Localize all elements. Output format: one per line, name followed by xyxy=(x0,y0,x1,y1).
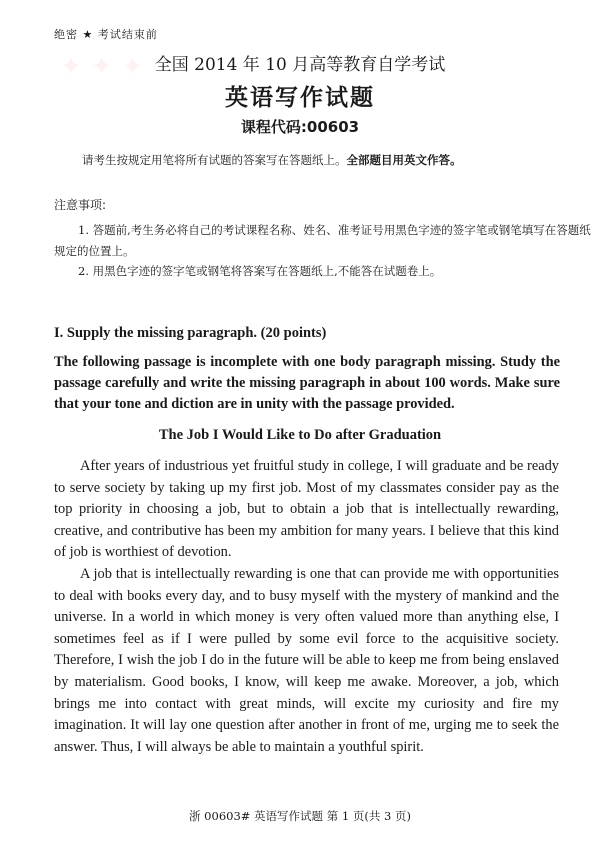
course-code: 课程代码:00603 xyxy=(240,118,360,136)
instruction-emphasis: 全部题目用英文作答。 xyxy=(346,153,462,167)
passage-body xyxy=(54,456,559,758)
passage-title: The Job I Would Like to Do after Graduation xyxy=(158,427,442,443)
section-heading: I. Supply the missing paragraph. (20 points) xyxy=(54,325,327,341)
watermark: ✦ ✦ ✦ xyxy=(60,52,144,82)
instruction-text: 请考生按规定用笔将所有试题的答案写在答题纸上。 xyxy=(82,153,347,167)
answer-instruction xyxy=(82,152,582,168)
confidential-label: 绝密 ★ 考试结束前 xyxy=(54,28,158,41)
passage-paragraph: After years of industrious yet fruitful study in college, I will graduate and be ready to serve society by taking up my first job. Most of my classmates consider pay as the top priority in choosing a job, but to obtain a job that is intellectually rewarding, creative, and contributive has been my ambition for many years. I believe that this kind of job is worthiest of devotion. xyxy=(54,458,559,561)
section-directions: The following passage is incomplete with one body paragraph missing. Study the passage carefully and write the missing paragraph in about 100 words. Make sure that your tone and diction are in unity with the passage provided. xyxy=(54,354,560,412)
page-footer: 浙 00603# 英语写作试题 第 1 页(共 3 页) xyxy=(189,809,411,823)
notes-heading: 注意事项: xyxy=(54,198,107,212)
note-item-1: 1. 答题前,考生务必将自己的考试课程名称、姓名、准考证号用黑色字迹的签字笔或钢笔填写在答题纸规定的位置上。 xyxy=(54,223,591,258)
exam-title: 英语写作试题 xyxy=(225,85,375,111)
note-item-2: 2. 用黑色字迹的签字笔或钢笔将答案写在答题纸上,不能答在试题卷上。 xyxy=(78,264,442,278)
passage-paragraph: A job that is intellectually rewarding is one that can provide me with opportunities to deal with books every day, and to busy myself with the mystery of mankind and the universe. In a world in which money is very often valued more than anything else, I sometimes feel as if I were pulled by some evil force to the acquisitive society. Therefore, I wish the job I do in the future will be able to keep me from being enslaved by materialism. Good books, I know, will keep me awake. Moreover, a job, which brings me into contact with great minds, will excite my curiosity and fire my imagination. It will lay one question after another in front of me, urging me to seek the answer. Thus, I will always be able to maintain a youthful spirit. xyxy=(54,565,559,755)
exam-header: 全国 2014 年 10 月高等教育自学考试 xyxy=(154,55,446,75)
